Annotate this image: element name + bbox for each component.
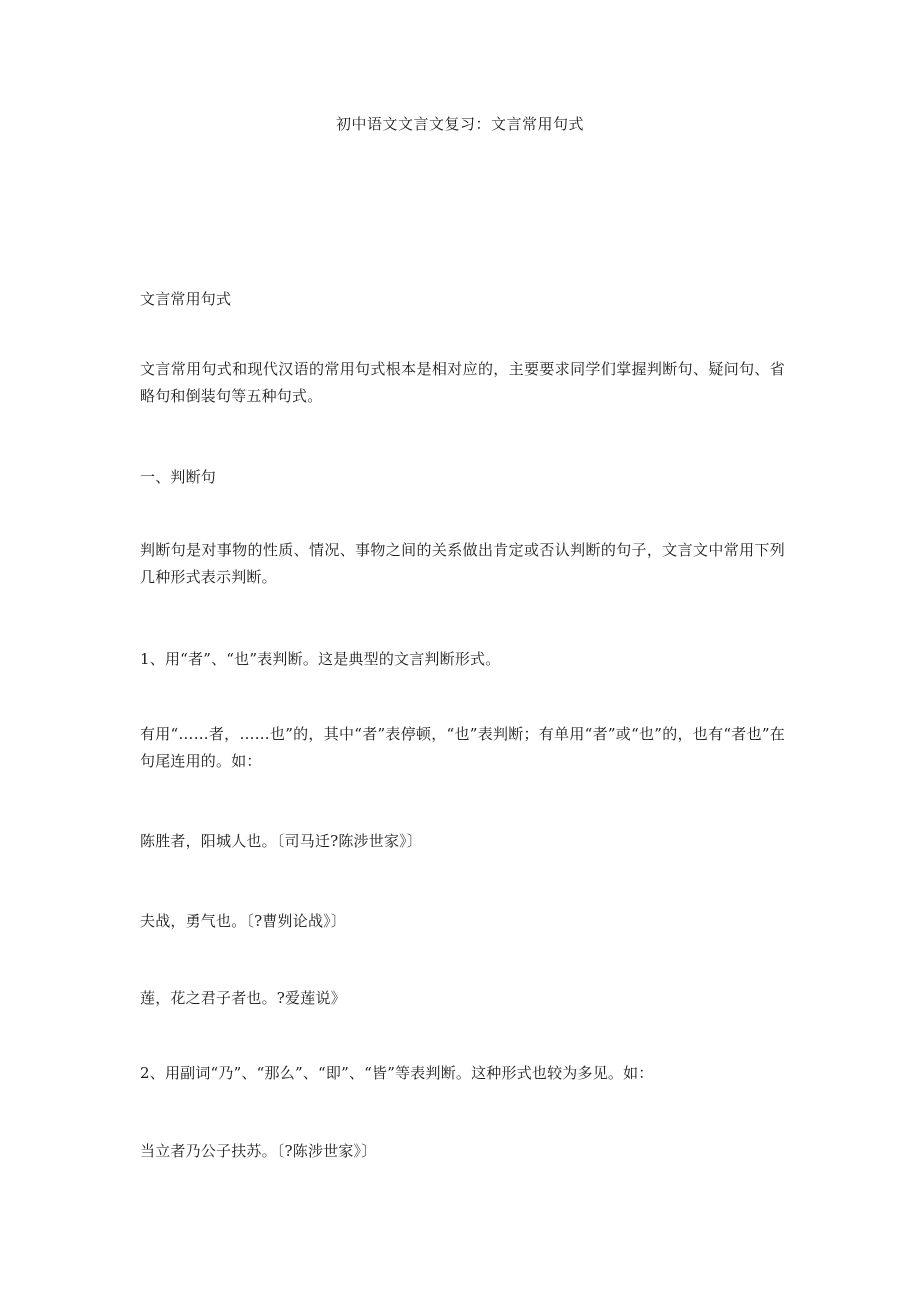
item-2-heading: 2、用副词“乃”、“那么”、“即”、“皆”等表判断。这种形式也较为多见。如： (140, 1064, 654, 1082)
example-4: 当立者乃公子扶苏。〔?陈涉世家》〕 (140, 1142, 377, 1160)
example-1: 陈胜者，阳城人也。〔司马迁?陈涉世家》〕 (140, 832, 423, 850)
section-1-heading: 一、判断句 (140, 468, 217, 486)
item-1-heading: 1、用“者”、“也”表判断。这是典型的文言判断形式。 (140, 650, 501, 668)
section-heading: 文言常用句式 (140, 290, 232, 308)
section-1-description: 判断句是对事物的性质、情况、事物之间的关系做出肯定或否认判断的句子，文言文中常用下列几种形式表示判断。 (140, 541, 785, 586)
item-1-description: 有用“……者，……也”的，其中“者”表停顿，“也”表判断；有单用“者”或“也”的，也有“者也”在句尾连用的。如： (140, 725, 785, 770)
example-3: 莲，花之君子者也。?爱莲说》 (140, 989, 346, 1007)
intro-paragraph: 文言常用句式和现代汉语的常用句式根本是相对应的，主要要求同学们掌握判断句、疑问句、省略句和倒装句等五种句式。 (140, 360, 785, 405)
document-title: 初中语文文言文复习：文言常用句式 (335, 115, 584, 133)
example-2: 夫战，勇气也。〔?曹刿论战》〕 (140, 912, 347, 930)
